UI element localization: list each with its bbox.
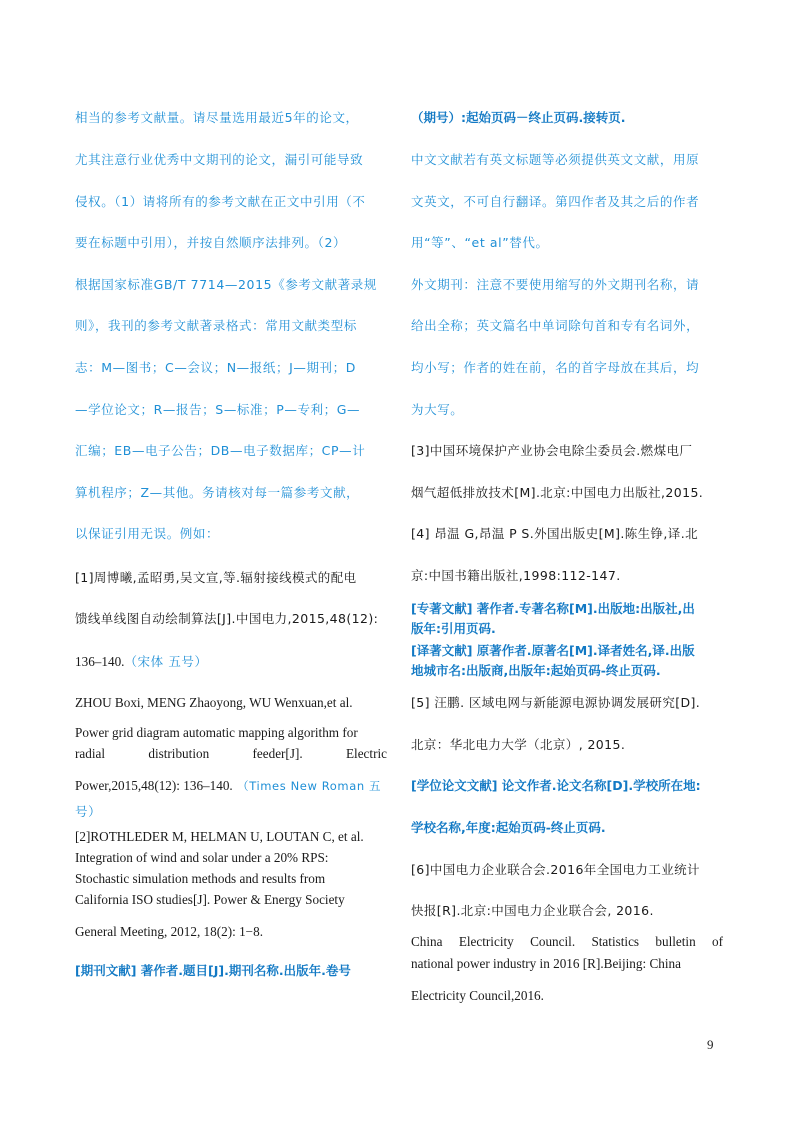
book-format-rule: [专著文献] 著作者.专著名称[M].出版地:出版社,出 bbox=[411, 601, 695, 616]
intro-line: 侵权。（1）请将所有的参考文献在正文中引用（不 bbox=[75, 194, 366, 209]
word: Electric bbox=[345, 746, 387, 761]
intro-line: —学位论文；R—报告；S—标准；P—专利；G— bbox=[75, 402, 361, 417]
note-line: 中文文献若有英文标题等必须提供英文文献，用原 bbox=[411, 152, 700, 167]
intro-line: 以保证引用无误。例如： bbox=[75, 526, 220, 541]
note-line: 外文期刊：注意不要使用缩写的外文期刊名称，请 bbox=[411, 277, 700, 292]
intro-line: 要在标题中引用），并按自然顺序法排列。（2） bbox=[75, 235, 347, 250]
reference-6-en-line: Electricity Council,2016. bbox=[411, 988, 544, 1003]
reference-3-line: 烟气超低排放技术[M].北京:中国电力出版社,2015. bbox=[411, 485, 704, 500]
reference-3-line: [3]中国环境保护产业协会电除尘委员会.燃煤电厂 bbox=[411, 443, 693, 458]
word: of bbox=[711, 934, 723, 949]
page-number: 9 bbox=[707, 1037, 714, 1052]
reference-1-en-line: ZHOU Boxi, MENG Zhaoyong, WU Wenxuan,et al. bbox=[75, 695, 353, 710]
reference-5-line: 北京：华北电力大学（北京）, 2015. bbox=[411, 737, 626, 752]
reference-6-line: [6]中国电力企业联合会.2016年全国电力工业统计 bbox=[411, 862, 700, 877]
reference-4-line: 京:中国书籍出版社,1998:112-147. bbox=[411, 568, 621, 583]
intro-line: 则》，我刊的参考文献著录格式：常用文献类型标 bbox=[75, 318, 357, 333]
thesis-format-rule: 学校名称,年度:起始页码-终止页码. bbox=[411, 820, 606, 835]
reference-1-en-pages: Power,2015,48(12): 136–140. bbox=[75, 778, 233, 793]
note-line: 为大写。 bbox=[411, 402, 464, 417]
translated-book-format-rule: 地城市名:出版商,出版年:起始页码-终止页码. bbox=[411, 663, 661, 678]
translated-book-format-rule: [译著文献] 原著作者.原著名[M].译者姓名,译.出版 bbox=[411, 643, 695, 658]
reference-2-line: California ISO studies[J]. Power & Energy Society bbox=[75, 892, 345, 907]
reference-6-en-line: national power industry in 2016 [R].Beijing: China bbox=[411, 956, 681, 971]
reference-1-pages: 136–140. bbox=[75, 654, 125, 669]
intro-line: 志：M—图书；C—会议；N—报纸；J—期刊；D bbox=[75, 360, 356, 375]
intro-line: 算机程序；Z—其他。务请核对每一篇参考文献， bbox=[75, 485, 360, 500]
reference-2-line: General Meeting, 2012, 18(2): 1−8. bbox=[75, 924, 263, 939]
word: bulletin bbox=[655, 934, 696, 949]
word: radial bbox=[75, 746, 106, 761]
reference-5-line: [5] 汪鹏. 区域电网与新能源电源协调发展研究[D]. bbox=[411, 695, 701, 710]
reference-2-line: Stochastic simulation methods and results from bbox=[75, 871, 326, 886]
reference-2-line: Integration of wind and solar under a 20% RPS: bbox=[75, 850, 329, 865]
reference-1-line bbox=[75, 655, 208, 669]
reference-4-line: [4] 昂温 G,昂温 P S.外国出版史[M].陈生铮,译.北 bbox=[411, 526, 698, 541]
reference-6-en-line bbox=[411, 935, 723, 948]
journal-format-rule: [期刊文献] 著作者.题目[J].期刊名称.出版年.卷号 bbox=[75, 963, 351, 978]
reference-6-line: 快报[R].北京:中国电力企业联合会, 2016. bbox=[411, 903, 654, 918]
note-line: 给出全称；英文篇名中单词除句首和专有名词外， bbox=[411, 318, 700, 333]
intro-line: 汇编；EB—电子公告；DB—电子数据库；CP—计 bbox=[75, 443, 366, 458]
reference-2-line: [2]ROTHLEDER M, HELMAN U, LOUTAN C, et al. bbox=[75, 829, 364, 844]
word: Statistics bbox=[591, 934, 640, 949]
thesis-format-rule: [学位论文文献] 论文作者.论文名称[D].学校所在地: bbox=[411, 778, 701, 793]
reference-1-en-line bbox=[75, 779, 381, 793]
reference-1-en-line bbox=[75, 747, 387, 760]
book-format-rule: 版年:引用页码. bbox=[411, 621, 496, 636]
reference-1-line: 馈线单线图自动绘制算法[J].中国电力,2015,48(12): bbox=[75, 611, 379, 626]
intro-line: 根据国家标准GB/T 7714—2015《参考文献著录规 bbox=[75, 277, 378, 292]
word: distribution bbox=[148, 746, 210, 761]
reference-1-line: [1]周博曦,孟昭勇,吴文宣,等.辐射接线模式的配电 bbox=[75, 570, 357, 585]
note-line: 用“等”、“et al”替代。 bbox=[411, 235, 549, 250]
journal-format-rule: （期号）:起始页码－终止页码.接转页. bbox=[411, 110, 626, 125]
word: feeder[J]. bbox=[252, 746, 303, 761]
word: China bbox=[411, 934, 443, 949]
intro-line: 尤其注意行业优秀中文期刊的论文，漏引可能导致 bbox=[75, 152, 364, 167]
font-note: 号） bbox=[75, 804, 102, 819]
font-note: （宋体 五号） bbox=[124, 654, 208, 669]
note-line: 文英文，不可自行翻译。第四作者及其之后的作者 bbox=[411, 194, 700, 209]
word: Council. bbox=[530, 934, 576, 949]
intro-line: 相当的参考文献量。请尽量选用最近5年的论文， bbox=[75, 110, 359, 125]
font-note: （Times New Roman 五 bbox=[237, 779, 382, 793]
note-line: 均小写；作者的姓在前，名的首字母放在其后，均 bbox=[411, 360, 700, 375]
reference-1-en-line: Power grid diagram automatic mapping algorithm for bbox=[75, 725, 358, 740]
word: Electricity bbox=[458, 934, 514, 949]
